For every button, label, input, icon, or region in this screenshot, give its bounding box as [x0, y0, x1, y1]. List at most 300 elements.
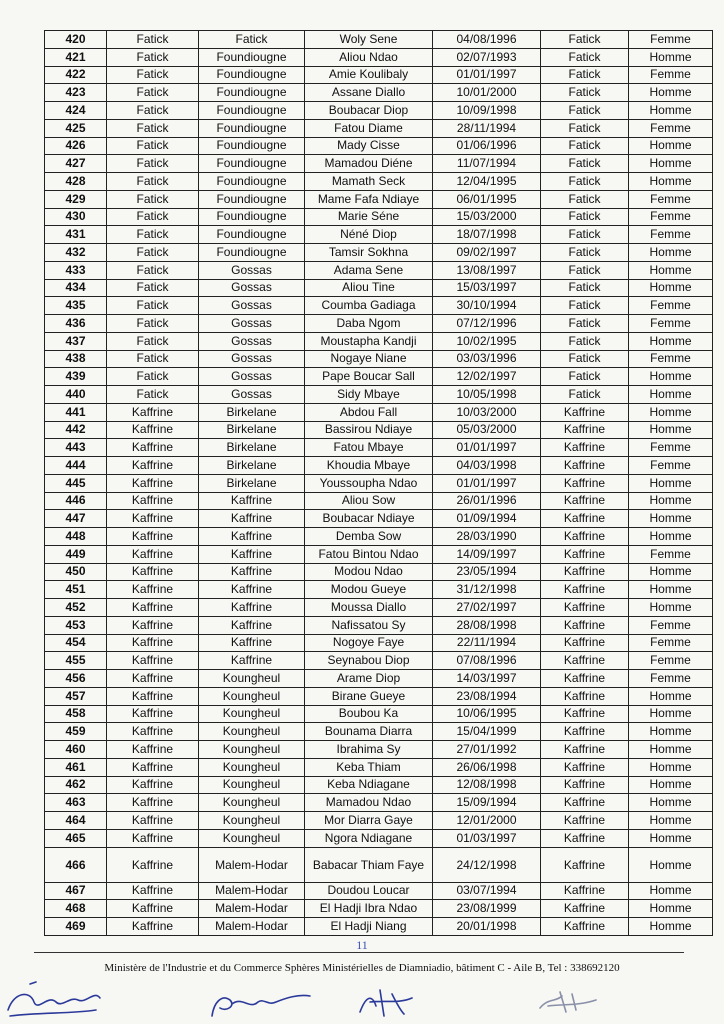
cell-birthdate: 06/01/1995	[433, 190, 541, 208]
cell-birthdate: 10/03/2000	[433, 403, 541, 421]
cell-region: Fatick	[107, 173, 199, 191]
cell-region2: Kaffrine	[541, 758, 629, 776]
cell-region2: Kaffrine	[541, 687, 629, 705]
cell-sex: Femme	[629, 297, 713, 315]
cell-department: Malem-Hodar	[199, 918, 305, 936]
cell-region2: Kaffrine	[541, 812, 629, 830]
cell-department: Foundiougne	[199, 190, 305, 208]
cell-name: Mamadou Ndao	[305, 794, 433, 812]
cell-num: 464	[45, 812, 107, 830]
cell-birthdate: 27/02/1997	[433, 599, 541, 617]
cell-birthdate: 15/03/1997	[433, 279, 541, 297]
cell-birthdate: 27/01/1992	[433, 741, 541, 759]
cell-name: Fatou Bintou Ndao	[305, 545, 433, 563]
cell-region2: Kaffrine	[541, 439, 629, 457]
cell-sex: Homme	[629, 368, 713, 386]
cell-region: Fatick	[107, 66, 199, 84]
table-row	[45, 776, 713, 794]
cell-region: Kaffrine	[107, 510, 199, 528]
cell-sex: Homme	[629, 687, 713, 705]
cell-region2: Fatick	[541, 84, 629, 102]
cell-region2: Kaffrine	[541, 882, 629, 900]
cell-department: Koungheul	[199, 758, 305, 776]
cell-region: Fatick	[107, 279, 199, 297]
cell-name: Khoudia Mbaye	[305, 457, 433, 475]
cell-region: Kaffrine	[107, 741, 199, 759]
cell-department: Gossas	[199, 386, 305, 404]
cell-sex: Homme	[629, 581, 713, 599]
cell-region: Kaffrine	[107, 421, 199, 439]
table-row	[45, 670, 713, 688]
table-row	[45, 510, 713, 528]
cell-birthdate: 13/08/1997	[433, 261, 541, 279]
cell-birthdate: 04/03/1998	[433, 457, 541, 475]
cell-birthdate: 28/08/1998	[433, 616, 541, 634]
cell-name: Keba Thiam	[305, 758, 433, 776]
cell-department: Gossas	[199, 332, 305, 350]
cell-region2: Kaffrine	[541, 652, 629, 670]
cell-name: Boubacar Ndiaye	[305, 510, 433, 528]
cell-region: Kaffrine	[107, 439, 199, 457]
cell-region2: Kaffrine	[541, 616, 629, 634]
cell-region2: Fatick	[541, 173, 629, 191]
cell-num: 445	[45, 474, 107, 492]
cell-name: Ibrahima Sy	[305, 741, 433, 759]
cell-region2: Kaffrine	[541, 457, 629, 475]
cell-birthdate: 01/01/1997	[433, 66, 541, 84]
cell-region2: Fatick	[541, 48, 629, 66]
cell-region: Fatick	[107, 31, 199, 49]
cell-department: Kaffrine	[199, 528, 305, 546]
cell-num: 421	[45, 48, 107, 66]
table-row	[45, 457, 713, 475]
cell-department: Gossas	[199, 315, 305, 333]
cell-region2: Kaffrine	[541, 421, 629, 439]
cell-region: Kaffrine	[107, 545, 199, 563]
cell-department: Koungheul	[199, 705, 305, 723]
cell-name: Aliou Sow	[305, 492, 433, 510]
cell-region2: Kaffrine	[541, 563, 629, 581]
cell-department: Koungheul	[199, 794, 305, 812]
cell-region: Kaffrine	[107, 563, 199, 581]
cell-region: Kaffrine	[107, 616, 199, 634]
cell-name: Aliou Ndao	[305, 48, 433, 66]
cell-birthdate: 07/12/1996	[433, 315, 541, 333]
table-row	[45, 723, 713, 741]
table-row	[45, 492, 713, 510]
cell-num: 454	[45, 634, 107, 652]
cell-name: Pape Boucar Sall	[305, 368, 433, 386]
cell-department: Fatick	[199, 31, 305, 49]
cell-birthdate: 23/08/1994	[433, 687, 541, 705]
cell-sex: Homme	[629, 403, 713, 421]
cell-region2: Fatick	[541, 261, 629, 279]
cell-region2: Kaffrine	[541, 510, 629, 528]
cell-num: 430	[45, 208, 107, 226]
cell-num: 442	[45, 421, 107, 439]
cell-sex: Homme	[629, 421, 713, 439]
cell-region: Kaffrine	[107, 652, 199, 670]
cell-num: 436	[45, 315, 107, 333]
cell-birthdate: 07/08/1996	[433, 652, 541, 670]
cell-num: 456	[45, 670, 107, 688]
cell-birthdate: 12/01/2000	[433, 812, 541, 830]
table-row	[45, 705, 713, 723]
cell-num: 450	[45, 563, 107, 581]
signature-4	[540, 992, 596, 1012]
cell-name: Woly Sene	[305, 31, 433, 49]
cell-region2: Fatick	[541, 119, 629, 137]
cell-name: Coumba Gadiaga	[305, 297, 433, 315]
cell-birthdate: 02/07/1993	[433, 48, 541, 66]
cell-region2: Fatick	[541, 155, 629, 173]
cell-sex: Femme	[629, 31, 713, 49]
table-row	[45, 279, 713, 297]
cell-name: Assane Diallo	[305, 84, 433, 102]
cell-name: Néné Diop	[305, 226, 433, 244]
cell-name: Bassirou Ndiaye	[305, 421, 433, 439]
cell-region2: Kaffrine	[541, 705, 629, 723]
cell-name: Nogaye Niane	[305, 350, 433, 368]
cell-department: Malem-Hodar	[199, 882, 305, 900]
cell-department: Foundiougne	[199, 208, 305, 226]
table-row	[45, 137, 713, 155]
cell-num: 438	[45, 350, 107, 368]
cell-birthdate: 10/02/1995	[433, 332, 541, 350]
table-row	[45, 226, 713, 244]
cell-name: Amie Koulibaly	[305, 66, 433, 84]
cell-department: Gossas	[199, 279, 305, 297]
cell-department: Foundiougne	[199, 119, 305, 137]
cell-num: 466	[45, 847, 107, 882]
cell-birthdate: 10/01/2000	[433, 84, 541, 102]
cell-region: Kaffrine	[107, 670, 199, 688]
cell-num: 448	[45, 528, 107, 546]
cell-num: 459	[45, 723, 107, 741]
cell-num: 449	[45, 545, 107, 563]
cell-region: Kaffrine	[107, 723, 199, 741]
table-row	[45, 297, 713, 315]
cell-region: Fatick	[107, 368, 199, 386]
table-row	[45, 616, 713, 634]
cell-num: 469	[45, 918, 107, 936]
cell-department: Koungheul	[199, 687, 305, 705]
cell-region: Kaffrine	[107, 492, 199, 510]
cell-region2: Kaffrine	[541, 599, 629, 617]
cell-region2: Kaffrine	[541, 847, 629, 882]
cell-birthdate: 05/03/2000	[433, 421, 541, 439]
cell-num: 447	[45, 510, 107, 528]
cell-sex: Homme	[629, 137, 713, 155]
cell-sex: Homme	[629, 332, 713, 350]
table-row	[45, 208, 713, 226]
cell-sex: Homme	[629, 474, 713, 492]
cell-name: Modou Ndao	[305, 563, 433, 581]
cell-department: Foundiougne	[199, 84, 305, 102]
cell-department: Birkelane	[199, 439, 305, 457]
cell-name: Mor Diarra Gaye	[305, 812, 433, 830]
cell-num: 455	[45, 652, 107, 670]
cell-region: Fatick	[107, 244, 199, 262]
cell-num: 444	[45, 457, 107, 475]
cell-birthdate: 01/01/1997	[433, 439, 541, 457]
cell-num: 432	[45, 244, 107, 262]
cell-region2: Kaffrine	[541, 918, 629, 936]
cell-department: Gossas	[199, 350, 305, 368]
cell-sex: Homme	[629, 173, 713, 191]
cell-region2: Fatick	[541, 226, 629, 244]
cell-department: Foundiougne	[199, 102, 305, 120]
cell-sex: Homme	[629, 829, 713, 847]
page-number: 11	[356, 938, 368, 952]
cell-region2: Fatick	[541, 66, 629, 84]
cell-birthdate: 10/09/1998	[433, 102, 541, 120]
cell-birthdate: 14/03/1997	[433, 670, 541, 688]
table-row	[45, 581, 713, 599]
cell-region: Kaffrine	[107, 794, 199, 812]
cell-region: Kaffrine	[107, 581, 199, 599]
cell-sex: Homme	[629, 794, 713, 812]
cell-region2: Fatick	[541, 137, 629, 155]
cell-birthdate: 22/11/1994	[433, 634, 541, 652]
cell-sex: Femme	[629, 208, 713, 226]
cell-birthdate: 30/10/1994	[433, 297, 541, 315]
cell-department: Foundiougne	[199, 226, 305, 244]
cell-birthdate: 01/01/1997	[433, 474, 541, 492]
table-row	[45, 350, 713, 368]
cell-region2: Fatick	[541, 315, 629, 333]
cell-sex: Homme	[629, 918, 713, 936]
cell-department: Malem-Hodar	[199, 900, 305, 918]
cell-sex: Femme	[629, 439, 713, 457]
cell-region: Fatick	[107, 315, 199, 333]
cell-birthdate: 12/04/1995	[433, 173, 541, 191]
cell-department: Foundiougne	[199, 66, 305, 84]
table-row	[45, 687, 713, 705]
cell-name: Tamsir Sokhna	[305, 244, 433, 262]
cell-birthdate: 01/06/1996	[433, 137, 541, 155]
cell-region: Kaffrine	[107, 687, 199, 705]
cell-department: Kaffrine	[199, 581, 305, 599]
cell-department: Birkelane	[199, 421, 305, 439]
cell-department: Kaffrine	[199, 510, 305, 528]
table-row	[45, 190, 713, 208]
cell-sex: Femme	[629, 190, 713, 208]
cell-num: 423	[45, 84, 107, 102]
cell-sex: Homme	[629, 244, 713, 262]
cell-name: Daba Ngom	[305, 315, 433, 333]
cell-sex: Homme	[629, 48, 713, 66]
cell-birthdate: 01/09/1994	[433, 510, 541, 528]
cell-birthdate: 20/01/1998	[433, 918, 541, 936]
cell-department: Foundiougne	[199, 48, 305, 66]
cell-region: Fatick	[107, 155, 199, 173]
cell-num: 452	[45, 599, 107, 617]
cell-region2: Kaffrine	[541, 492, 629, 510]
cell-birthdate: 15/04/1999	[433, 723, 541, 741]
cell-num: 443	[45, 439, 107, 457]
cell-num: 422	[45, 66, 107, 84]
cell-num: 457	[45, 687, 107, 705]
cell-num: 420	[45, 31, 107, 49]
cell-name: Sidy Mbaye	[305, 386, 433, 404]
cell-name: Fatou Mbaye	[305, 439, 433, 457]
cell-name: Mamadou Diéne	[305, 155, 433, 173]
cell-department: Birkelane	[199, 403, 305, 421]
cell-department: Foundiougne	[199, 137, 305, 155]
cell-region: Kaffrine	[107, 758, 199, 776]
table-row	[45, 829, 713, 847]
cell-department: Koungheul	[199, 829, 305, 847]
cell-birthdate: 18/07/1998	[433, 226, 541, 244]
signature-3	[360, 990, 412, 1016]
cell-department: Kaffrine	[199, 634, 305, 652]
cell-sex: Femme	[629, 315, 713, 333]
table-row	[45, 48, 713, 66]
table-row	[45, 545, 713, 563]
cell-name: Bounama Diarra	[305, 723, 433, 741]
cell-sex: Homme	[629, 155, 713, 173]
cell-region2: Fatick	[541, 368, 629, 386]
cell-num: 440	[45, 386, 107, 404]
cell-sex: Homme	[629, 261, 713, 279]
cell-num: 434	[45, 279, 107, 297]
table-row	[45, 315, 713, 333]
cell-department: Foundiougne	[199, 244, 305, 262]
cell-region: Kaffrine	[107, 829, 199, 847]
table-row	[45, 900, 713, 918]
cell-name: Fatou Diame	[305, 119, 433, 137]
signatures	[0, 972, 724, 1024]
table-row	[45, 332, 713, 350]
cell-sex: Femme	[629, 66, 713, 84]
cell-region2: Fatick	[541, 297, 629, 315]
cell-num: 435	[45, 297, 107, 315]
cell-birthdate: 11/07/1994	[433, 155, 541, 173]
cell-region: Kaffrine	[107, 474, 199, 492]
cell-birthdate: 26/06/1998	[433, 758, 541, 776]
cell-sex: Homme	[629, 563, 713, 581]
cell-sex: Homme	[629, 84, 713, 102]
cell-region2: Fatick	[541, 208, 629, 226]
cell-sex: Femme	[629, 457, 713, 475]
cell-region: Fatick	[107, 297, 199, 315]
table-row	[45, 634, 713, 652]
cell-name: Boubou Ka	[305, 705, 433, 723]
cell-region2: Kaffrine	[541, 741, 629, 759]
cell-sex: Femme	[629, 670, 713, 688]
cell-region2: Fatick	[541, 332, 629, 350]
table-row	[45, 173, 713, 191]
cell-sex: Homme	[629, 723, 713, 741]
cell-num: 446	[45, 492, 107, 510]
cell-department: Kaffrine	[199, 563, 305, 581]
cell-birthdate: 23/05/1994	[433, 563, 541, 581]
table-row	[45, 918, 713, 936]
table-row	[45, 102, 713, 120]
cell-sex: Femme	[629, 545, 713, 563]
cell-region: Fatick	[107, 332, 199, 350]
cell-num: 468	[45, 900, 107, 918]
footer-divider	[34, 952, 684, 953]
cell-region: Kaffrine	[107, 457, 199, 475]
cell-region: Fatick	[107, 226, 199, 244]
cell-sex: Homme	[629, 758, 713, 776]
cell-birthdate: 04/08/1996	[433, 31, 541, 49]
cell-region: Kaffrine	[107, 403, 199, 421]
cell-region2: Fatick	[541, 31, 629, 49]
cell-region: Kaffrine	[107, 599, 199, 617]
cell-name: Moussa Diallo	[305, 599, 433, 617]
cell-sex: Femme	[629, 119, 713, 137]
table-row	[45, 599, 713, 617]
table-row	[45, 155, 713, 173]
cell-name: Nafissatou Sy	[305, 616, 433, 634]
cell-name: Nogoye Faye	[305, 634, 433, 652]
cell-region: Fatick	[107, 48, 199, 66]
cell-region: Fatick	[107, 102, 199, 120]
cell-birthdate: 28/11/1994	[433, 119, 541, 137]
cell-num: 437	[45, 332, 107, 350]
cell-num: 453	[45, 616, 107, 634]
cell-num: 429	[45, 190, 107, 208]
cell-num: 465	[45, 829, 107, 847]
cell-sex: Homme	[629, 847, 713, 882]
cell-region: Kaffrine	[107, 918, 199, 936]
cell-department: Koungheul	[199, 670, 305, 688]
cell-region2: Kaffrine	[541, 794, 629, 812]
cell-num: 463	[45, 794, 107, 812]
cell-region: Fatick	[107, 350, 199, 368]
cell-department: Gossas	[199, 261, 305, 279]
cell-region2: Kaffrine	[541, 581, 629, 599]
cell-region2: Kaffrine	[541, 634, 629, 652]
cell-sex: Homme	[629, 599, 713, 617]
cell-name: Mamath Seck	[305, 173, 433, 191]
cell-sex: Homme	[629, 528, 713, 546]
cell-sex: Femme	[629, 634, 713, 652]
cell-birthdate: 24/12/1998	[433, 847, 541, 882]
cell-department: Birkelane	[199, 474, 305, 492]
cell-num: 426	[45, 137, 107, 155]
cell-region: Fatick	[107, 119, 199, 137]
table-row	[45, 66, 713, 84]
cell-birthdate: 10/06/1995	[433, 705, 541, 723]
cell-birthdate: 26/01/1996	[433, 492, 541, 510]
cell-num: 460	[45, 741, 107, 759]
cell-region2: Fatick	[541, 350, 629, 368]
table-row	[45, 31, 713, 49]
cell-birthdate: 10/05/1998	[433, 386, 541, 404]
cell-department: Koungheul	[199, 776, 305, 794]
cell-num: 462	[45, 776, 107, 794]
cell-birthdate: 03/07/1994	[433, 882, 541, 900]
cell-sex: Homme	[629, 741, 713, 759]
table-row	[45, 758, 713, 776]
cell-region: Kaffrine	[107, 776, 199, 794]
cell-department: Koungheul	[199, 741, 305, 759]
cell-sex: Homme	[629, 492, 713, 510]
cell-region: Kaffrine	[107, 882, 199, 900]
cell-num: 461	[45, 758, 107, 776]
cell-birthdate: 12/08/1998	[433, 776, 541, 794]
cell-birthdate: 14/09/1997	[433, 545, 541, 563]
cell-birthdate: 31/12/1998	[433, 581, 541, 599]
table-row	[45, 474, 713, 492]
cell-num: 425	[45, 119, 107, 137]
cell-region: Fatick	[107, 208, 199, 226]
cell-num: 467	[45, 882, 107, 900]
